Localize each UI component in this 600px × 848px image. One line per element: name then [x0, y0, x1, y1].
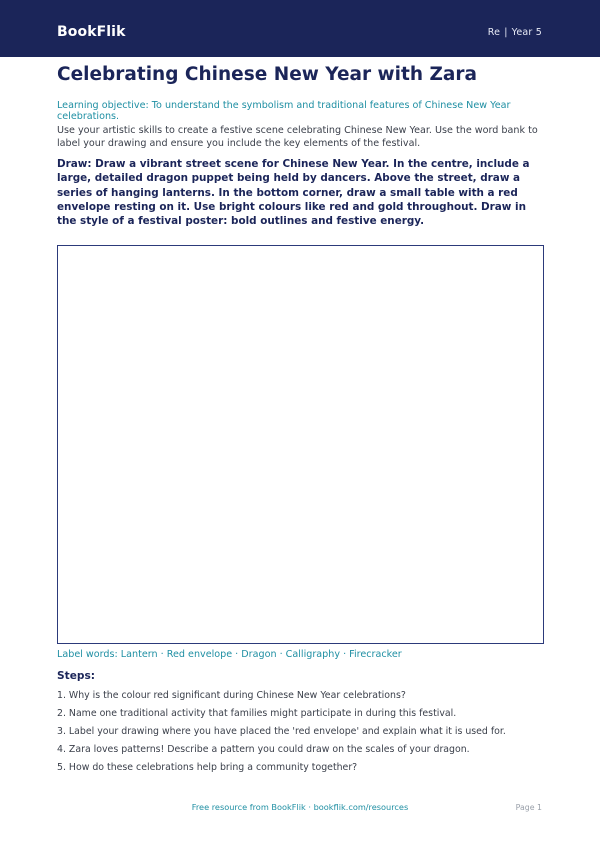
step-item: 5. How do these celebrations help bring a community together?	[57, 762, 358, 773]
drawing-prompt: Draw: Draw a vibrant street scene for Chinese New Year. In the centre, include a large, detailed dragon puppet being held by dancers. Above the street, draw a series of hanging lanterns. In the bottom corner, draw a small table with a red envelope resting on it. Use bright colours like red and gold throughout. Draw in the style of a festival poster: bold outlines and festive energy.	[57, 158, 530, 228]
footer-link[interactable]: Free resource from BookFlik · bookflik.com/resources	[191, 802, 409, 812]
steps-heading: Steps:	[57, 670, 96, 682]
header-bar	[0, 0, 600, 57]
brand-logo[interactable]: BookFlik	[57, 24, 126, 40]
meta-separator: |	[504, 27, 508, 38]
intro-text: Use your artistic skills to create a festive scene celebrating Chinese New Year. Use the word bank to label your drawing and ensure you include the key elements of the festival.	[57, 125, 538, 150]
label-word-bank: Label words: Lantern · Red envelope · Dragon · Calligraphy · Firecracker	[57, 649, 402, 660]
drawing-area[interactable]	[57, 245, 544, 644]
steps-list	[57, 688, 547, 778]
page-number: Page 1	[515, 803, 542, 812]
year-label: Year 5	[511, 27, 542, 38]
step-item: 1. Why is the colour red significant during Chinese New Year celebrations?	[57, 690, 406, 701]
step-item: 3. Label your drawing where you have placed the 'red envelope' and explain what it is used for.	[57, 726, 506, 737]
step-item: 2. Name one traditional activity that families might participate in during this festival.	[57, 708, 457, 719]
learning-objective: Learning objective: To understand the symbolism and traditional features of Chinese New Year celebrations.	[57, 100, 511, 122]
step-item: 4. Zara loves patterns! Describe a pattern you could draw on the scales of your dragon.	[57, 744, 470, 755]
subject-label: Re	[487, 27, 501, 38]
subject-year	[488, 27, 542, 38]
page-title: Celebrating Chinese New Year with Zara	[57, 64, 477, 85]
